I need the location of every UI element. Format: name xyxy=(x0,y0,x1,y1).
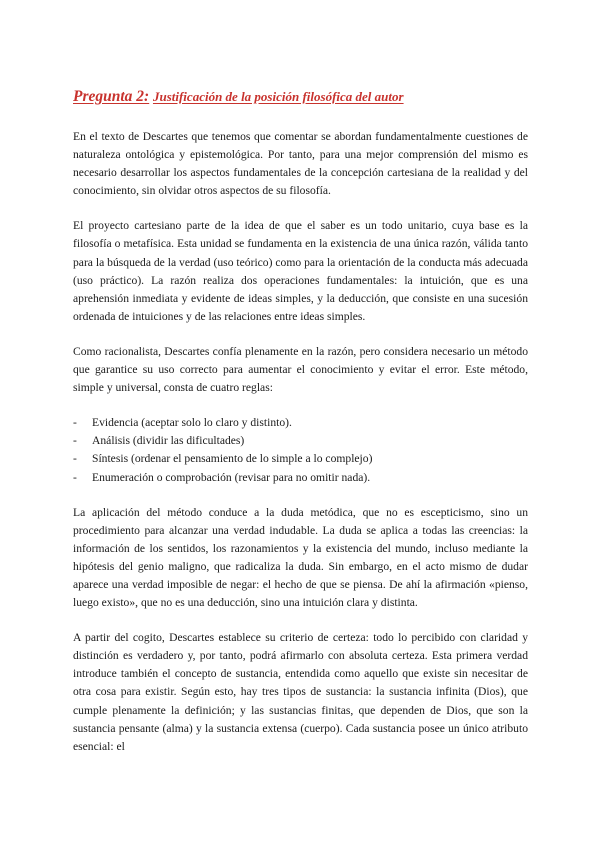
paragraph-methodic-doubt: La aplicación del método conduce a la duda metódica, que no es escepticismo, sino un procedimiento para alcanzar una verdad indudable. La duda se aplica a todas las creencias: la información de los sentidos, los razonamientos y la existencia del mundo, incluso mediante la hipótesis del genio maligno, que radicaliza la duda. Sin embargo, en el acto mismo de dudar aparece una verdad imposible de negar: el hecho de que se piensa. De ahí la afirmación «pienso, luego existo», que no es una deducción, sino una intuición clara y distinta. xyxy=(73,505,528,610)
list-item xyxy=(73,469,528,487)
paragraph-unity-of-knowledge: El proyecto cartesiano parte de la idea de que el saber es un todo unitario, cuya base es la filosofía o metafísica. Esta unidad se fundamenta en la existencia de una única razón, válida tanto para la búsqueda de la verdad (uso teórico) como para la orientación de la conducta más adecuada (uso práctico). La razón realiza dos operaciones fundamentales: la intuición, que es una aprehensión inmediata y evidente de ideas simples, y la deducción, que consiste en una sucesión ordenada de intuiciones y de las relaciones entre ideas simples. xyxy=(73,219,528,323)
document-page xyxy=(73,88,528,773)
heading-label: Pregunta 2: xyxy=(73,88,150,105)
list-item xyxy=(73,450,528,468)
method-rules-list xyxy=(73,414,528,486)
rule-analisis: Análisis (dividir las dificultades) xyxy=(92,434,245,448)
list-item xyxy=(73,432,528,450)
paragraph-cogito-substance: A partir del cogito, Descartes establece su criterio de certeza: todo lo percibido con claridad y distinción es verdadero y, por tanto, podrá afirmarlo con absoluta certeza. Esta primera verdad introduce también el concepto de sustancia, entendida como aquello que existe sin necesitar de otra cosa para existir. Según esto, hay tres tipos de sustancia: la sustancia infinita (Dios), que cumple plenamente la definición; y las sustancias finitas, que dependen de Dios, que son la sustancia pensante (alma) y la sustancia extensa (cuerpo). Cada sustancia posee un único atributo esencial: el xyxy=(73,631,528,753)
paragraph-intro: En el texto de Descartes que tenemos que comentar se abordan fundamentalmente cuestiones de naturaleza ontológica y epistemológica. Por tanto, para una mejor comprensión del mismo es necesario desarrollar los aspectos fundamentales de la concepción cartesiana de la realidad y del conocimiento, sin olvidar otros aspectos de su filosofía. xyxy=(73,130,528,198)
rule-enumeracion: Enumeración o comprobación (revisar para no omitir nada). xyxy=(92,470,371,484)
list-item xyxy=(73,414,528,432)
paragraph-method: Como racionalista, Descartes confía plenamente en la razón, pero considera necesario un método que garantice su uso correcto para aumentar el conocimiento y evitar el error. Este método, simple y universal, consta de cuatro reglas: xyxy=(73,344,528,395)
list-dash: - xyxy=(73,434,77,448)
list-dash: - xyxy=(73,416,77,430)
rule-sintesis: Síntesis (ordenar el pensamiento de lo simple a lo complejo) xyxy=(92,452,373,466)
list-dash: - xyxy=(73,452,77,466)
heading-title: Justificación de la posición filosófica del autor xyxy=(152,89,404,104)
section-heading xyxy=(73,88,528,106)
rule-evidencia: Evidencia (aceptar solo lo claro y distinto). xyxy=(92,416,292,430)
list-dash: - xyxy=(73,470,77,484)
